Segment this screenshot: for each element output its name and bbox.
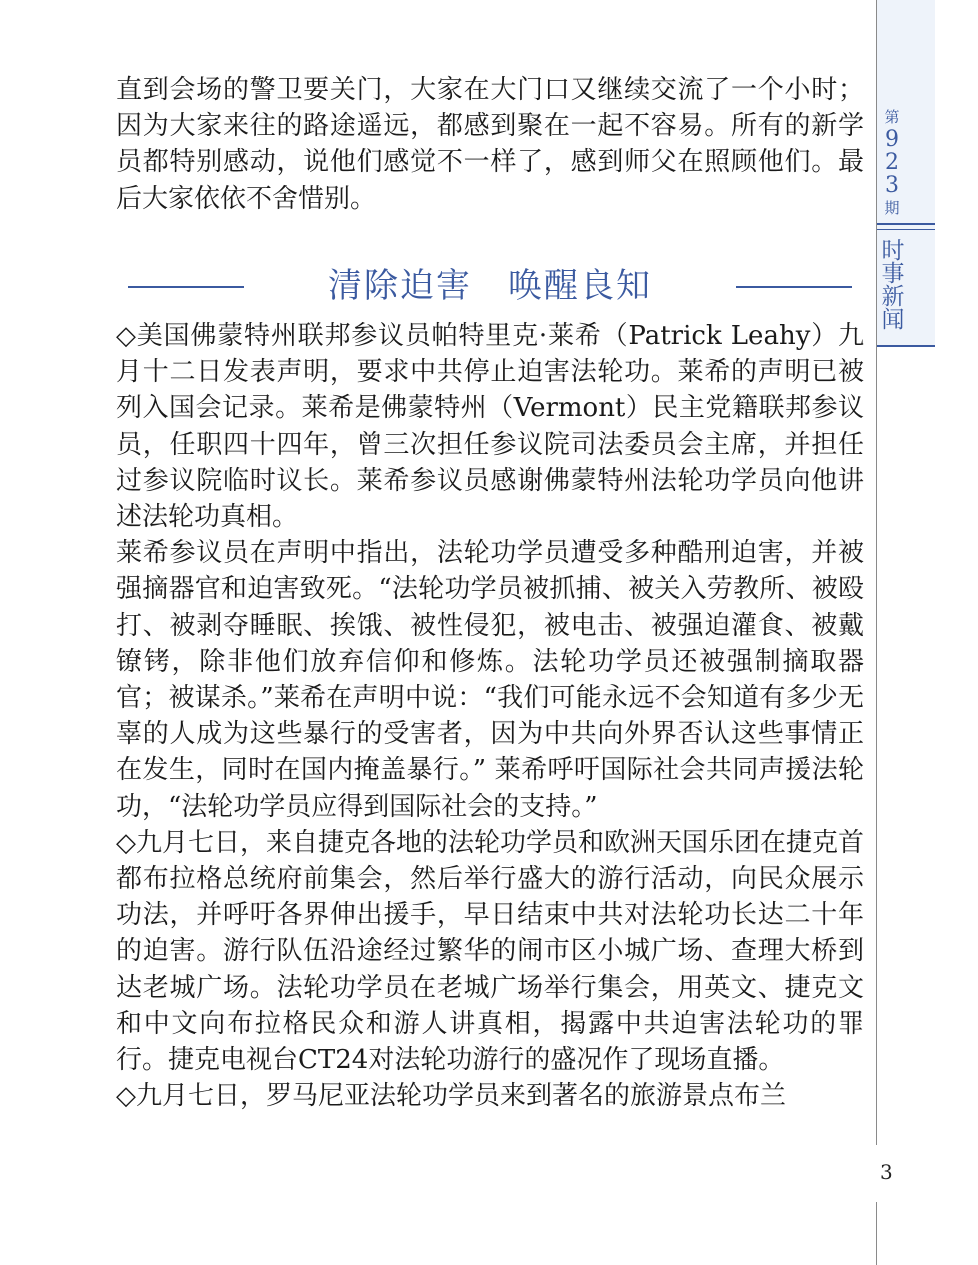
issue-number (877, 106, 907, 219)
issue-digit: 2 (885, 150, 899, 175)
paragraph: ◇九月七日，来自捷克各地的法轮功学员和欧洲天国乐团在捷克首都布拉格总统府前集会，然后举行盛大的游行活动，向民众展示功法，并呼吁各界伸出援手，早日结束中共对法轮功长达二十年的迫害。游行队伍沿途经过繁华的闹市区小城广场、查理大桥到达老城广场。法轮功学员在老城广场举行集会，用英文、捷克文和中文向布拉格民众和游人讲真相，揭露中共迫害法轮功的罪行。捷克电视台CT24对法轮功游行的盛况作了现场直播。 (116, 827, 864, 1076)
heading-rule-right (736, 286, 852, 288)
section-tag-char: 事 (881, 261, 905, 287)
article-body (116, 318, 864, 1114)
page-number: 3 (880, 1160, 893, 1184)
paragraph: 直到会场的警卫要关门，大家在大门口又继续交流了一个小时；因为大家来往的路途遥远，都感到聚在一起不容易。所有的新学员都特别感动，说他们感觉不一样了，感到师父在照顾他们。最后大家依依不舍惜别。 (116, 75, 864, 214)
paragraph: 莱希参议员在声明中指出，法轮功学员遭受多种酷刑迫害，并被强摘器官和迫害致死。“法轮功学员被抓捕、被关入劳教所、被殴打、被剥夺睡眠、挨饿、被性侵犯，被电击、被强迫灌食、被戴镣铐，除非他们放弃信仰和修炼。法轮功学员还被强制摘取器官；被谋杀。”莱希在声明中说：“我们可能永远不会知道有多少无辜的人成为这些暴行的受害者，因为中共向外界否认这些事情正在发生，同时在国内掩盖暴行。” 莱希呼吁国际社会共同声援法轮功，“法轮功学员应得到国际社会的支持。” (116, 538, 864, 822)
sidebar-rule (877, 223, 935, 225)
sidebar-divider-bottom (876, 1202, 877, 1265)
issue-prefix: 第 (884, 108, 900, 126)
paragraph: ◇美国佛蒙特州联邦参议员帕特里克·莱希（Patrick Leahy）九月十二日发表声明，要求中共停止迫害法轮功。莱希的声明已被列入国会记录。莱希是佛蒙特州（Vermont）民主党籍联邦参议员，任职四十四年，曾三次担任参议院司法委员会主席，并担任过参议院临时议长。莱希参议员感谢佛蒙特州法轮功学员向他讲述法轮功真相。 (116, 321, 864, 533)
section-title: 清除迫害 唤醒良知 (328, 266, 652, 306)
issue-digit: 9 (885, 127, 899, 152)
paragraph: ◇九月七日，罗马尼亚法轮功学员来到著名的旅游景点布兰 (116, 1081, 786, 1112)
issue-digit: 3 (885, 173, 899, 198)
sidebar-rule (877, 229, 935, 230)
issue-suffix: 期 (884, 199, 900, 217)
section-heading (116, 262, 864, 310)
section-tag-char: 时 (881, 238, 905, 264)
sidebar-rule (877, 345, 935, 347)
section-tag (879, 240, 907, 332)
section-tag-char: 闻 (881, 307, 905, 333)
section-tag-char: 新 (881, 284, 905, 310)
intro-text (116, 72, 864, 217)
